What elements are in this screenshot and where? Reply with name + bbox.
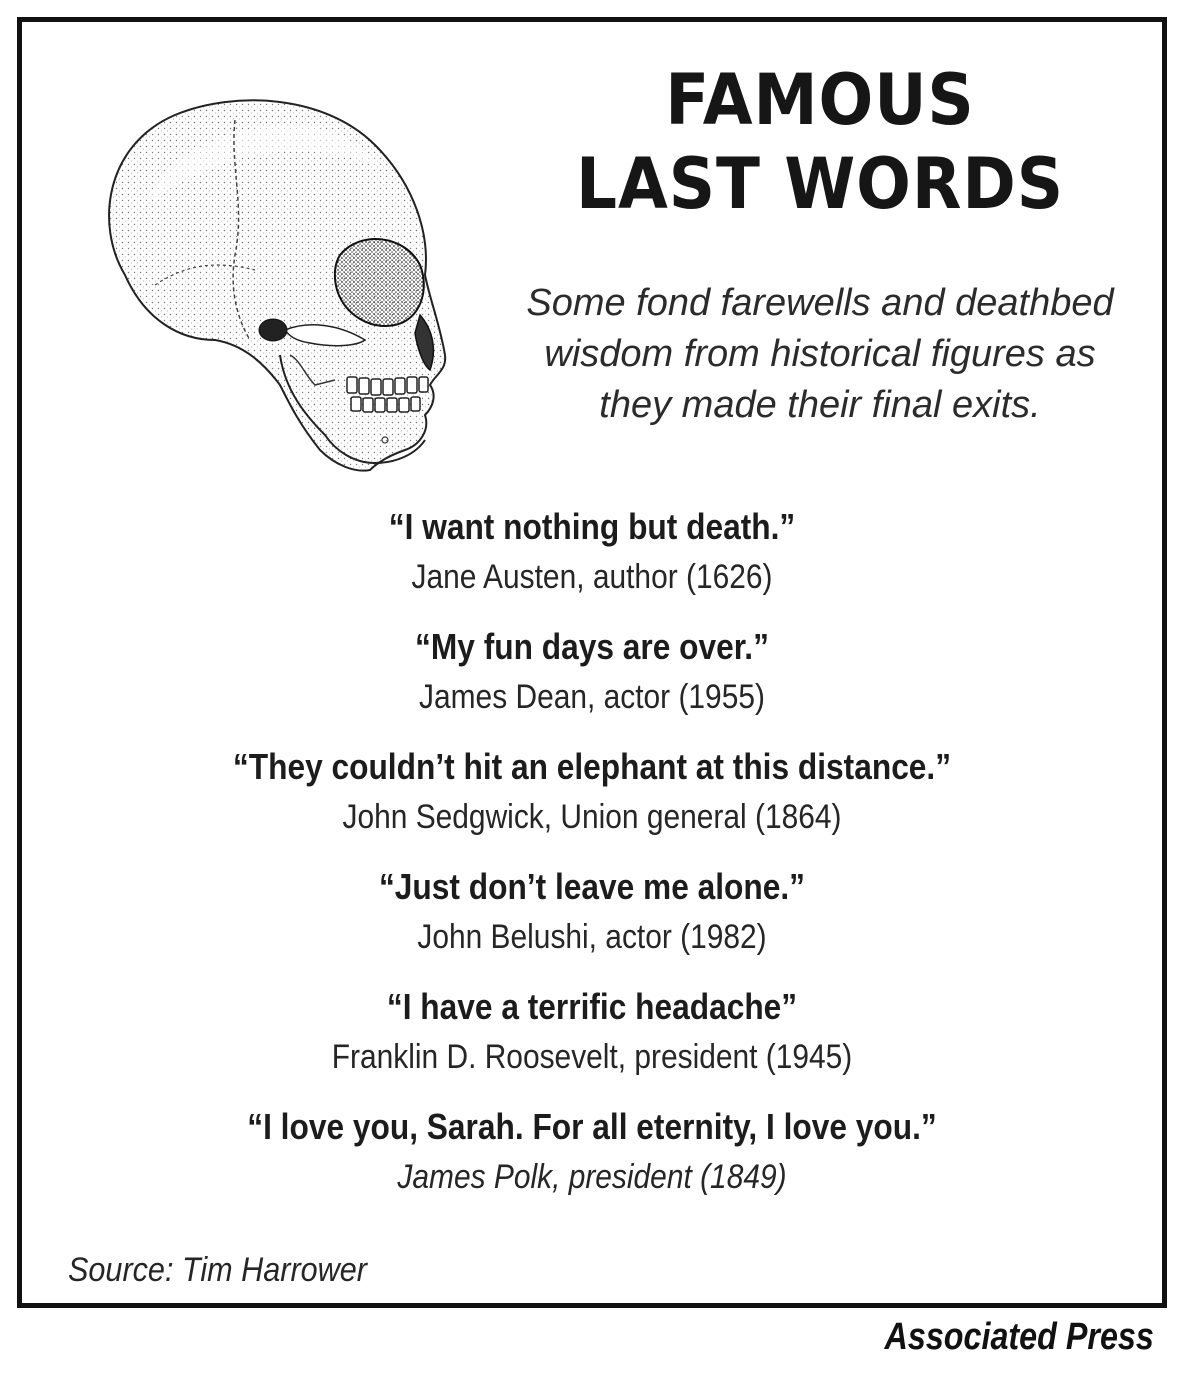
- quote-item: [22, 742, 1162, 842]
- quote-text: “Just don’t leave me alone.”: [378, 866, 806, 907]
- quote-item: [22, 502, 1162, 602]
- quote-attribution: John Sedgwick, Union general (1864): [342, 798, 842, 836]
- quote-attribution: Franklin D. Roosevelt, president (1945): [331, 1038, 853, 1076]
- quote-item: [22, 622, 1162, 722]
- quote-attribution: Jane Austen, author (1626): [411, 558, 773, 596]
- quote-attribution: James Polk, president (1849): [397, 1158, 787, 1196]
- credit-line: Associated Press: [884, 1316, 1154, 1358]
- page-title: FAMOUS LAST WORDS: [575, 59, 1065, 225]
- subtitle: Some fond farewells and deathbed wisdom from historical figures as they made their final exits.: [526, 282, 1114, 426]
- quote-text: “I have a terrific headache”: [386, 986, 798, 1027]
- quote-attribution: James Dean, actor (1955): [419, 678, 765, 716]
- quote-text: “I want nothing but death.”: [388, 506, 796, 547]
- quote-attribution: John Belushi, actor (1982): [417, 918, 767, 956]
- quote-item: [22, 982, 1162, 1082]
- quote-text: “They couldn’t hit an elephant at this distance.”: [232, 746, 952, 787]
- skull-icon: [85, 85, 465, 485]
- quote-text: “I love you, Sarah. For all eternity, I love you.”: [247, 1106, 937, 1147]
- quote-item: [22, 1102, 1162, 1202]
- quote-text: “My fun days are over.”: [415, 626, 769, 667]
- source-note: Source: Tim Harrower: [68, 1251, 367, 1289]
- quote-list: [22, 502, 1162, 1222]
- quote-item: [22, 862, 1162, 962]
